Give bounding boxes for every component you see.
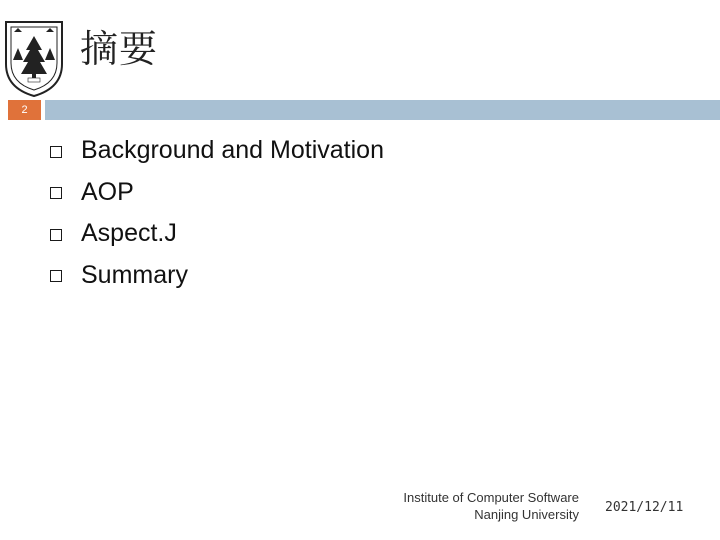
bullet-label: Background and Motivation	[81, 136, 384, 165]
list-item	[50, 213, 384, 255]
footer-date: 2021/12/11	[605, 500, 684, 515]
list-item	[50, 255, 384, 297]
university-logo	[2, 18, 66, 98]
footer-institute-line1: Institute of Computer Software	[403, 490, 579, 505]
square-bullet-icon	[50, 146, 62, 158]
bullet-label: Summary	[81, 260, 188, 289]
slide-title: 摘要	[80, 27, 159, 71]
footer-institute	[403, 489, 579, 523]
accent-bar	[45, 100, 720, 120]
square-bullet-icon	[50, 229, 62, 241]
bullet-label: AOP	[81, 177, 134, 206]
header-bar	[0, 100, 720, 120]
list-item	[50, 130, 384, 172]
slide-number-badge: 2	[8, 100, 41, 120]
list-item	[50, 172, 384, 214]
nanjing-university-seal-icon	[2, 18, 66, 98]
bullet-list	[50, 130, 384, 296]
bullet-label: Aspect.J	[81, 219, 177, 248]
square-bullet-icon	[50, 187, 62, 199]
footer-institute-line2: Nanjing University	[474, 507, 579, 522]
square-bullet-icon	[50, 270, 62, 282]
